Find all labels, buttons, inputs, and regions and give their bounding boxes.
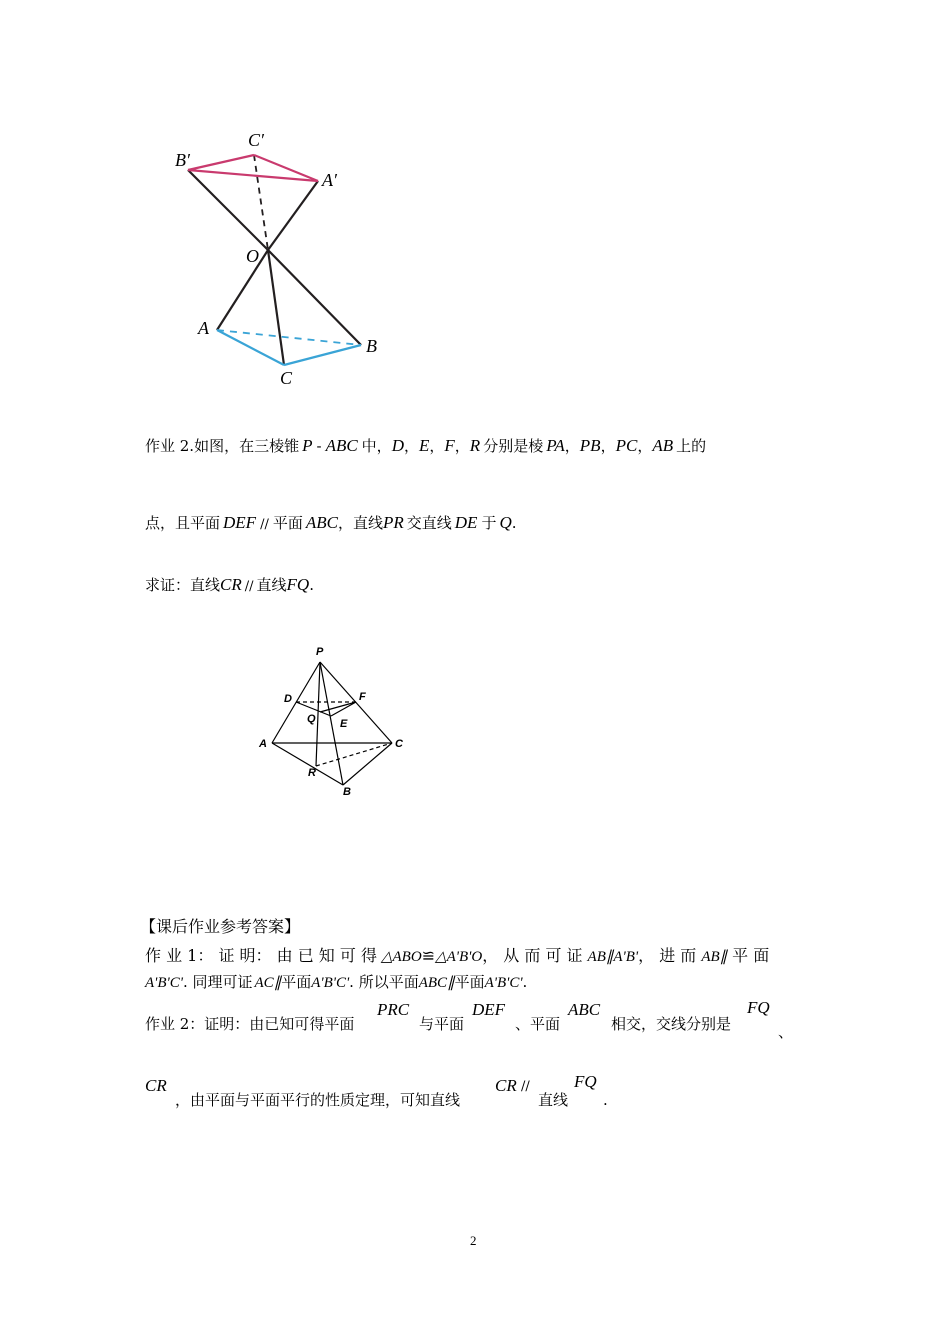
hw2-l1-ABC: ABC [325, 436, 358, 455]
a2-FQ2: FQ [574, 1072, 597, 1091]
a2-t6: 直线 [538, 1091, 569, 1109]
hw2-l1-dash: - [316, 437, 322, 455]
hw2-l2-plane: 平面 [272, 514, 303, 532]
edge-E-F [331, 702, 356, 716]
hw2-l1-D: D [391, 436, 404, 455]
a2-t5: ，由平面与平面平行的性质定理，可知直线 [175, 1091, 461, 1109]
fig2-label-B: B [343, 786, 351, 798]
hw2-l2-mid1: ，直线 [337, 514, 383, 532]
label-O: O [246, 246, 259, 266]
a2-CR: CR [145, 1076, 167, 1095]
hw2-l1-P: P [302, 436, 313, 455]
hw2-l2-par: // [260, 517, 269, 532]
a1-par3: ∥ [273, 975, 282, 991]
a2-ABC: ABC [568, 1000, 601, 1019]
fig2-label-Q: Q [307, 713, 316, 725]
fig2-label-E: E [340, 718, 348, 730]
edge-F-Q [320, 702, 356, 712]
a1-l2-c: . 所以平面 [349, 973, 419, 991]
hw2-l1-sep2: ， [429, 437, 445, 455]
fig2-label-F: F [359, 691, 366, 703]
a1-par4: ∥ [447, 975, 455, 991]
a2-t1: 与平面 [419, 1015, 465, 1033]
a1-par1: ∥ [605, 949, 614, 965]
a1-l2-plane: A'B'C' [145, 975, 183, 991]
hw2-l1-sep5: ， [600, 437, 616, 455]
a1-cong: ≌ [421, 946, 436, 965]
fig2-label-D: D [284, 693, 292, 705]
a2-PRC: PRC [377, 1000, 410, 1019]
a1-tri2: △A'B'O [435, 949, 483, 965]
hw2-l1-zhong: 中， [361, 437, 392, 455]
a1-mid1: ， 从 而 可 证 [482, 946, 583, 965]
answers-heading: 【课后作业参考答案】 [140, 917, 301, 936]
fig2-label-A: A [259, 738, 267, 750]
a2-DEF: DEF [472, 1000, 506, 1019]
a2-prefix: 作业 2：证明：由已知可得平面 [145, 1015, 355, 1033]
hw2-l2-prefix: 点，且平面 [145, 514, 221, 532]
hw2-l1-sep1: ， [403, 437, 419, 455]
a1-l2-b: 平面 [281, 973, 312, 991]
edge-B-C [343, 743, 392, 785]
hw2-l1-PC: PC [615, 436, 638, 455]
edge-R-C-dashed [316, 743, 392, 766]
label-Ap: A′ [322, 170, 337, 190]
a1-prefix: 作 业 1： 证 明： 由 已 知 可 得 [145, 946, 377, 965]
a2-t3: 相交，交线分别是 [611, 1015, 732, 1033]
hw2-l1-F: F [444, 436, 455, 455]
page-number: 2 [470, 1233, 477, 1248]
hw2-l3-mid: 直线 [256, 576, 287, 594]
hw2-l2-DEF: DEF [223, 513, 257, 532]
hw2-l1-E: E [418, 436, 430, 455]
hw2-l2-Q: Q [499, 513, 512, 532]
hw2-l1-AB: AB [652, 436, 674, 455]
answer-1-line-1 [145, 943, 769, 966]
hw2-l1-mid: 分别是棱 [483, 437, 544, 455]
fig2-label-C: C [395, 738, 403, 750]
a1-par2: ∥ [719, 949, 728, 965]
hw2-l1-R: R [469, 436, 481, 455]
hw2-l2-end: . [511, 514, 517, 532]
a1-AB2: AB [701, 949, 720, 965]
a2-FQ: FQ [747, 998, 770, 1017]
hw2-l3-end: . [309, 576, 314, 594]
a1-mid2: ， 进 而 [638, 946, 697, 965]
hw2-l3-CR: CR [220, 575, 242, 594]
hw2-l3-FQ: FQ [286, 575, 310, 594]
hw2-l1-prefix: 作业 2.如图，在三棱锥 [145, 437, 300, 455]
hw2-l1-sep4: ， [564, 437, 580, 455]
label-Bp: B′ [175, 150, 190, 170]
a1-l2-plane3: A'B'C' [484, 975, 523, 991]
hw2-l2-ABC: ABC [305, 513, 338, 532]
fig2-label-P: P [316, 646, 324, 658]
a1-plane: 平 面 [732, 946, 770, 965]
hw2-l2-DE: DE [454, 513, 478, 532]
hw2-l1-suffix: 上的 [676, 437, 707, 455]
label-Cp: C′ [248, 130, 264, 150]
hw2-l2-mid2: 交直线 [406, 514, 452, 532]
label-A: A [198, 318, 209, 338]
label-B: B [366, 336, 377, 356]
hw2-l2-PR: PR [382, 513, 404, 532]
label-C: C [280, 368, 293, 388]
a1-l2-end: . [522, 973, 528, 991]
hw2-l2-yu: 于 [481, 514, 497, 532]
hw2-l1-PA: PA [546, 436, 565, 455]
fig2-label-R: R [308, 767, 316, 779]
a1-l2-d: 平面 [454, 973, 485, 991]
answer-1-line-2 [145, 971, 527, 992]
a2-CR2: CR [495, 1076, 517, 1095]
hw2-l1-sep3: ， [454, 437, 470, 455]
a2-t2: 、平面 [515, 1015, 561, 1033]
hw2-l1-PB: PB [579, 436, 601, 455]
edge-P-R [316, 662, 320, 766]
a1-tri1: △ABO [380, 949, 422, 965]
a2-end: . [603, 1091, 608, 1109]
a1-AB: AB [587, 949, 606, 965]
a1-l2-plane2: A'B'C' [311, 975, 350, 991]
hw2-l3-par: // [244, 579, 254, 594]
a2-par: // [521, 1079, 530, 1094]
a1-AC: AC [254, 975, 274, 991]
a1-l2-a: . 同理可证 [182, 973, 253, 991]
a1-A1B1: A'B' [613, 949, 639, 965]
hw2-l3-prefix: 求证：直线 [145, 576, 221, 594]
hw2-l1-sep6: ， [637, 437, 653, 455]
a1-ABC: ABC [418, 975, 448, 991]
a2-t4: 、 [778, 1023, 794, 1041]
